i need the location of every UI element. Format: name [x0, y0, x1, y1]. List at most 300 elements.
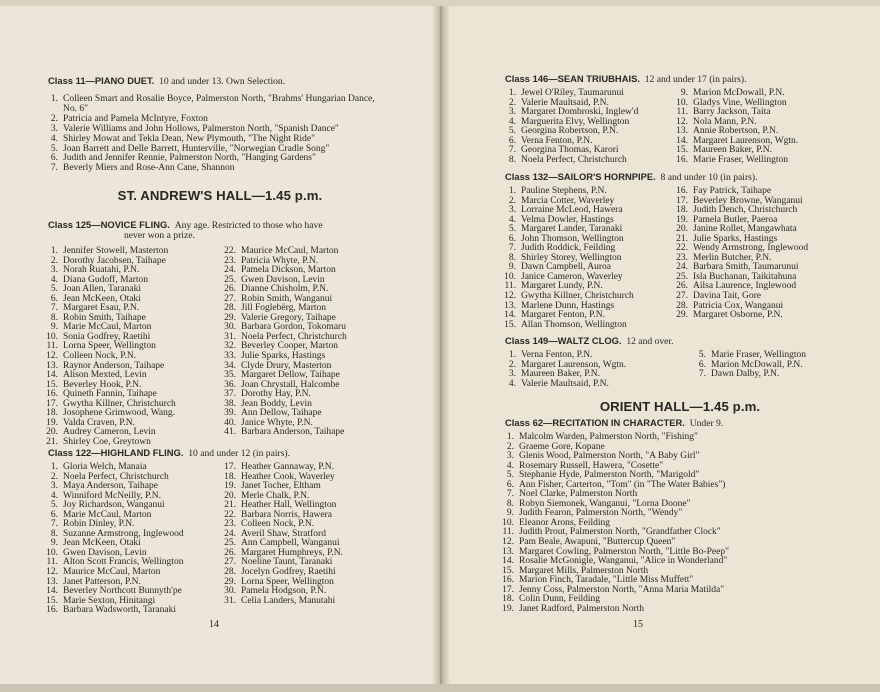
entry-number: 17. — [46, 398, 58, 409]
entry-text: Merle Chalk, P.N. — [241, 490, 310, 501]
entry-text: Joan Allen, Taranaki — [63, 284, 142, 295]
entry-text: Patricia Whyte, P.N. — [241, 255, 319, 266]
entry-text: Margaret Osborne, P.N. — [693, 310, 783, 321]
entry-number: 14. — [502, 556, 514, 567]
entry-text: Barbara Smith, Taumarunui — [693, 262, 799, 273]
entry-number: 13. — [502, 546, 514, 557]
entry-row — [42, 164, 388, 174]
entry-number: 7. — [50, 163, 58, 174]
entry-text: Jocelyn Godfrey, Raetihi — [241, 567, 336, 578]
entry-number: 22. — [676, 243, 688, 254]
entry-text: Heather Cook, Waverley — [241, 471, 335, 482]
entry-text: Josophene Grimwood, Wang. — [63, 408, 175, 419]
entry-text: Pamela Dickson, Marton — [241, 265, 336, 276]
entry-number: 40. — [224, 417, 236, 428]
entry-number: 25. — [676, 271, 688, 282]
entry-text: Pamela Hodgson, P.N. — [241, 586, 327, 597]
entry-text: Joy Richardson, Wanganui — [63, 500, 165, 511]
entry-number: 4. — [508, 214, 516, 225]
class-122-list-col1 — [42, 463, 218, 616]
entry-text: Margaret Dombroski, Inglew'd — [521, 107, 639, 118]
entry-number: 12. — [46, 351, 58, 362]
entry-text: Heather Hall, Wellington — [241, 500, 337, 511]
entry-number: 4. — [50, 490, 58, 501]
entry-number: 28. — [676, 300, 688, 311]
entry-text: Noela Perfect, Christchurch — [63, 471, 169, 482]
entry-text: Beverley Hook, P.N. — [63, 379, 142, 390]
entry-text: Allan Thomson, Wellington — [521, 319, 627, 330]
entry-row — [690, 370, 860, 380]
entry-text: Gwytha Killner, Christchurch — [521, 291, 634, 302]
entry-text: Pam Beale, Awapuni, "Buttercup Queen" — [519, 537, 676, 548]
entry-number: 38. — [224, 398, 236, 409]
entry-number: 13. — [676, 126, 688, 137]
entry-text: Valerie Williams and John Hollows, Palmerston North, "Spanish Dance" — [63, 123, 339, 134]
entry-number: 6. — [506, 479, 514, 490]
entry-text: Noela Perfect, Christchurch — [241, 331, 347, 342]
entry-text: Rosalie McGonigle, Wanganui, "Alice in Wonderland" — [519, 556, 728, 567]
entry-text: Heather Gannaway, P.N. — [241, 462, 335, 472]
entry-number: 7. — [506, 489, 514, 500]
entry-number: 18. — [502, 594, 514, 605]
entry-text: Judith Prout, Palmerston North, "Grandfather Clock" — [519, 527, 721, 538]
entry-number: 6. — [508, 233, 516, 244]
entry-text: Marie Sexton, Hinitangi — [63, 595, 156, 606]
entry-number: 6. — [50, 509, 58, 520]
entry-text: Colleen Nock, P.N. — [241, 519, 315, 530]
entry-number: 10. — [46, 547, 58, 558]
entry-number: 6. — [698, 359, 706, 370]
entry-text: Beverley Northcott Bunnyth'pe — [63, 586, 182, 597]
entry-text: Margaret Laurenson, Wgtn. — [521, 359, 627, 370]
entry-number: 8. — [508, 252, 516, 263]
entry-text: Maureen Baker, P.N. — [521, 369, 601, 380]
class-132-list-col1 — [500, 187, 676, 330]
entry-text: Janice Whyte, P.N. — [241, 417, 313, 428]
entry-text: Dawn Campbell, Auroa — [521, 262, 611, 273]
entry-text: Georgina Robertson, P.N. — [521, 126, 619, 137]
entry-number: 7. — [698, 369, 706, 380]
entry-number: 18. — [224, 471, 236, 482]
entry-text: Margaret Mills, Palmerston North — [519, 565, 649, 576]
entry-text: Pauline Stephens, P.N. — [521, 186, 607, 196]
entry-number: 2. — [508, 97, 516, 108]
entry-text: Jean McKeen, Otaki — [63, 293, 141, 304]
entry-number: 21. — [224, 500, 236, 511]
entry-number: 8. — [508, 154, 516, 165]
entry-text: Gwen Davison, Levin — [241, 274, 325, 285]
entry-number: 5. — [50, 284, 58, 295]
st-andrews-hall-heading: ST. ANDREW'S HALL—1.45 p.m. — [117, 188, 323, 203]
entry-row — [500, 380, 676, 390]
entry-row — [220, 597, 410, 607]
entry-text: Judith Roddick, Feilding — [521, 243, 616, 254]
entry-number: 3. — [508, 205, 516, 216]
class-122-heading: Class 122—HIGHLAND FLING. 10 and under 12 (in pairs). — [48, 447, 291, 459]
entry-number: 2. — [508, 359, 516, 370]
entry-number: 6. — [508, 135, 516, 146]
entry-text: Robin Smith, Taihape — [63, 312, 146, 323]
entry-number: 2. — [50, 113, 58, 124]
entry-number: 8. — [50, 312, 58, 323]
entry-text: Eleanor Arons, Feilding — [519, 517, 611, 528]
page-edge-bottom — [0, 684, 880, 692]
entry-number: 7. — [508, 145, 516, 156]
class-62-list — [498, 433, 858, 614]
entry-text: John Thomson, Wellington — [521, 233, 624, 244]
entry-text: Colleen Smart and Rosalie Boyce, Palmerston North, "Brahms' Hungarian Dance, No. 6" — [63, 94, 375, 114]
entry-text: Beverley Cooper, Marton — [241, 341, 338, 352]
class-146-heading: Class 146—SEAN TRIUBHAIS. 12 and under 17 (in pairs). — [505, 73, 747, 85]
class-122-list-col2 — [220, 463, 410, 606]
entry-number: 31. — [224, 331, 236, 342]
entry-number: 10. — [504, 271, 516, 282]
entry-number: 9. — [680, 88, 688, 98]
entry-text: Dianne Chisholm, P.N. — [241, 284, 329, 295]
entry-text: Merlin Butcher, P.N. — [693, 252, 772, 263]
entry-text: Averil Shaw, Stratford — [241, 528, 326, 539]
entry-text: Davina Tait, Gore — [693, 291, 762, 302]
entry-number: 13. — [504, 300, 516, 311]
entry-text: Margaret Fenton, P.N. — [521, 310, 605, 321]
entry-text: Wendy Armstrong, Inglewood — [693, 243, 809, 254]
entry-text: Dawn Dalby, P.N. — [711, 369, 780, 380]
entry-text: Colin Dunn, Feilding — [519, 594, 601, 605]
entry-number: 11. — [46, 557, 58, 568]
entry-number: 22. — [224, 509, 236, 520]
entry-number: 14. — [504, 310, 516, 321]
entry-number: 16. — [46, 389, 58, 400]
entry-number: 29. — [224, 312, 236, 323]
entry-text: Lorna Speer, Wellington — [241, 576, 334, 587]
entry-text: Judith Fearon, Palmerston North, "Wendy" — [519, 508, 683, 519]
entry-number: 20. — [46, 427, 58, 438]
entry-text: Gwytha Killner, Christchurch — [63, 398, 176, 409]
entry-text: Patricia Cox, Wanganui — [693, 300, 784, 311]
entry-text: Lorraine McLeod, Hawera — [521, 205, 623, 216]
entry-text: Marie McCaul, Marton — [63, 322, 152, 333]
entry-number: 36. — [224, 379, 236, 390]
entry-text: Barry Jackson, Taita — [693, 107, 771, 118]
book-gutter — [432, 0, 450, 692]
class-146-list-col1 — [500, 89, 676, 165]
entry-number: 29. — [676, 310, 688, 321]
entry-text: Maureen Baker, P.N. — [693, 145, 773, 156]
entry-number: 7. — [508, 243, 516, 254]
entry-text: Jewel O'Riley, Taumarunui — [521, 88, 624, 98]
entry-row — [220, 428, 410, 438]
entry-text: Jean McKeen, Otaki — [63, 538, 141, 549]
entry-text: Colleen Nock, P.N. — [63, 351, 137, 362]
entry-text: Fay Patrick, Taihape — [693, 186, 772, 196]
entry-number: 21. — [676, 233, 688, 244]
class-149-heading: Class 149—WALTZ CLOG. 12 and over. — [505, 335, 674, 347]
entry-number: 15. — [676, 145, 688, 156]
class-62-heading: Class 62—RECITATION IN CHARACTER. Under 9. — [505, 417, 724, 429]
entry-number: 10. — [676, 97, 688, 108]
entry-text: Marguerita Elvy, Wellington — [521, 116, 630, 127]
entry-text: Rosemary Russell, Hawera, "Cosette" — [519, 460, 664, 471]
entry-number: 12. — [676, 116, 688, 127]
entry-number: 30. — [224, 586, 236, 597]
entry-number: 3. — [508, 107, 516, 118]
entry-text: Sonia Godfrey, Raetihi — [63, 331, 151, 342]
right-page — [440, 0, 880, 692]
entry-number: 15. — [504, 319, 516, 330]
entry-text: Janice Cameron, Waverley — [521, 271, 623, 282]
entry-number: 23. — [676, 252, 688, 263]
entry-number: 5. — [50, 143, 58, 154]
entry-number: 9. — [50, 322, 58, 333]
entry-text: Judith and Jennifer Rennie, Palmerston North, "Hanging Gardens" — [63, 153, 316, 164]
entry-number: 13. — [46, 576, 58, 587]
entry-number: 35. — [224, 370, 236, 381]
entry-number: 3. — [50, 265, 58, 276]
entry-number: 20. — [224, 490, 236, 501]
entry-number: 12. — [46, 567, 58, 578]
entry-text: Janine Rollet, Mangawhata — [693, 224, 797, 235]
entry-text: Quineth Fannin, Taihape — [63, 389, 157, 400]
entry-text: Alison Mexted, Levin — [63, 370, 147, 381]
entry-text: Diana Gudoff, Marton — [63, 274, 149, 285]
entry-text: Marlene Dunn, Hastings — [521, 300, 615, 311]
entry-number: 25. — [224, 538, 236, 549]
entry-text: Janet Radford, Palmerston North — [519, 603, 645, 614]
entry-text: Audrey Cameron, Levin — [63, 427, 156, 438]
entry-row — [500, 321, 676, 331]
entry-text: Ailsa Laurence, Inglewood — [693, 281, 797, 292]
entry-number: 13. — [46, 360, 58, 371]
entry-text: Georgina Thomas, Karori — [521, 145, 619, 156]
entry-number: 11. — [504, 281, 516, 292]
class-11-heading: Class 11—PIANO DUET. 10 and under 13. Own Selection. — [48, 75, 286, 87]
entry-number: 11. — [676, 107, 688, 118]
entry-number: 14. — [676, 135, 688, 146]
entry-number: 15. — [46, 379, 58, 390]
class-125-heading: Class 125—NOVICE FLING. Any age. Restricted to those who have — [48, 219, 323, 231]
entry-text: Glenis Wood, Palmerston North, "A Baby Girl" — [519, 451, 700, 462]
entry-number: 23. — [224, 255, 236, 266]
entry-number: 1. — [50, 94, 58, 104]
entry-number: 5. — [506, 470, 514, 481]
entry-text: Marcia Cotter, Waverley — [521, 195, 615, 206]
entry-text: Noeline Taunt, Taranaki — [241, 557, 333, 568]
entry-row — [672, 311, 862, 321]
entry-text: Patricia and Pamela McIntyre, Foxton — [63, 113, 208, 124]
entry-number: 4. — [506, 460, 514, 471]
entry-text: Barbara Wadsworth, Taranaki — [63, 605, 176, 616]
entry-number: 18. — [46, 408, 58, 419]
entry-text: Gwen Davison, Levin — [63, 547, 147, 558]
entry-number: 11. — [46, 341, 58, 352]
entry-number: 26. — [224, 547, 236, 558]
entry-number: 5. — [508, 126, 516, 137]
entry-number: 8. — [506, 498, 514, 509]
entry-number: 27. — [676, 291, 688, 302]
entry-text: Margaret Humphreys, P.N. — [241, 547, 343, 558]
entry-number: 12. — [502, 537, 514, 548]
entry-number: 4. — [508, 116, 516, 127]
entry-number: 32. — [224, 341, 236, 352]
entry-text: Margaret Lander, Taranaki — [521, 224, 623, 235]
entry-number: 16. — [46, 605, 58, 616]
entry-text: Nola Mann, P.N. — [693, 116, 757, 127]
entry-row — [672, 156, 862, 166]
entry-text: Margaret Cowling, Palmerston North, "Little Bo-Peep" — [519, 546, 729, 557]
class-11-list — [42, 95, 388, 174]
entry-text: Verna Fenton, P.N. — [521, 135, 593, 146]
entry-row — [42, 606, 218, 616]
entry-text: Ann Dellow, Taihape — [241, 408, 322, 419]
entry-text: Barbara Norris, Hawera — [241, 509, 332, 520]
entry-number: 2. — [50, 255, 58, 266]
entry-number: 41. — [224, 427, 236, 438]
entry-text: Margaret Esau, P.N. — [63, 303, 140, 314]
entry-number: 9. — [50, 538, 58, 549]
entry-number: 19. — [676, 214, 688, 225]
entry-number: 19. — [502, 603, 514, 614]
entry-text: Malcolm Warden, Palmerston North, "Fishing" — [519, 432, 698, 442]
entry-text: Julie Sparks, Hastings — [693, 233, 778, 244]
entry-text: Valerie Maultsaid, P.N. — [521, 378, 609, 389]
entry-text: Marion McDowall, P.N. — [693, 88, 785, 98]
entry-number: 3. — [506, 451, 514, 462]
class-125-list-col1 — [42, 247, 218, 447]
entry-number: 2. — [508, 195, 516, 206]
entry-number: 24. — [224, 265, 236, 276]
entry-number: 24. — [676, 262, 688, 273]
entry-text: Celia Landers, Manutahi — [241, 595, 336, 606]
entry-number: 10. — [502, 517, 514, 528]
entry-text: Annie Robertson, P.N. — [693, 126, 779, 137]
entry-text: Marion Finch, Taradale, "Little Miss Muffett" — [519, 575, 694, 586]
entry-number: 34. — [224, 360, 236, 371]
entry-number: 17. — [224, 462, 236, 472]
entry-number: 4. — [50, 133, 58, 144]
entry-number: 4. — [508, 378, 516, 389]
entry-number: 6. — [50, 153, 58, 164]
entry-text: Stephanie Hyde, Palmerston North, "Marigold" — [519, 470, 700, 481]
entry-text: Marie Fraser, Wellington — [711, 350, 806, 360]
entry-text: Dorothy Jacobsen, Taihape — [63, 255, 166, 266]
entry-number: 5. — [508, 224, 516, 235]
entry-number: 9. — [508, 262, 516, 273]
entry-text: Valda Craven, P.N. — [63, 417, 136, 428]
entry-text: Valerie Gregory, Taihape — [241, 312, 336, 323]
entry-number: 11. — [502, 527, 514, 538]
entry-number: 21. — [46, 436, 58, 447]
class-149-list-col2 — [690, 351, 860, 380]
entry-number: 37. — [224, 389, 236, 400]
entry-text: Gloria Welch, Manaia — [63, 462, 147, 472]
entry-number: 28. — [224, 567, 236, 578]
entry-text: Maurice McCaul, Marton — [241, 246, 339, 256]
entry-number: 16. — [676, 186, 688, 196]
entry-text: Margaret Lundy, P.N. — [521, 281, 603, 292]
entry-text: Graeme Gore, Kopane — [519, 441, 605, 452]
page-number-right: 15 — [633, 619, 643, 630]
entry-text: Maurice McCaul, Marton — [63, 567, 161, 578]
entry-text: Jill Foglebërg, Marton — [241, 303, 327, 314]
entry-number: 33. — [224, 351, 236, 362]
entry-number: 10. — [46, 331, 58, 342]
entry-number: 15. — [46, 595, 58, 606]
entry-text: Robyn Siemonek, Wanganui, "Lorna Doone" — [519, 498, 691, 509]
entry-text: Joan Barrett and Delle Barrett, Hunterville, "Norwegian Cradle Song" — [63, 143, 330, 154]
entry-number: 4. — [50, 274, 58, 285]
entry-number: 1. — [50, 462, 58, 472]
class-125-list-col2 — [220, 247, 410, 438]
entry-text: Verna Fenton, P.N. — [521, 350, 593, 360]
entry-number: 27. — [224, 293, 236, 304]
entry-text: Winniford McNeilly, P.N. — [63, 490, 161, 501]
entry-text: Beverley Browne, Wanganui — [693, 195, 803, 206]
entry-text: Beverly Miers and Rose-Ann Cane, Shannon — [63, 163, 235, 174]
entry-number: 7. — [50, 303, 58, 314]
entry-row — [498, 605, 858, 615]
entry-text: Gladys Vine, Wellington — [693, 97, 787, 108]
entry-number: 1. — [50, 246, 58, 256]
entry-number: 29. — [224, 576, 236, 587]
entry-number: 14. — [46, 370, 58, 381]
entry-number: 1. — [508, 88, 516, 98]
entry-number: 2. — [50, 471, 58, 482]
entry-number: 7. — [50, 519, 58, 530]
entry-text: Valerie Maultsaid, P.N. — [521, 97, 609, 108]
entry-text: Jennifer Stowell, Masterton — [63, 246, 169, 256]
entry-number: 2. — [506, 441, 514, 452]
entry-text: Margaret Dellow, Taihape — [241, 370, 340, 381]
entry-text: Barbara Gordon, Tokomaru — [241, 322, 346, 333]
entry-number: 3. — [508, 369, 516, 380]
entry-text: Jenny Coss, Palmerston North, "Anna Maria Matilda" — [519, 584, 725, 595]
entry-text: Shirley Mowat and Tekla Dean, New Plymouth, "The Night Ride" — [63, 133, 316, 144]
entry-number: 25. — [224, 274, 236, 285]
entry-number: 5. — [50, 500, 58, 511]
entry-text: Jean Boddy, Levin — [241, 398, 312, 409]
entry-text: Velma Dowler, Hastings — [521, 214, 614, 225]
entry-text: Maya Anderson, Taihape — [63, 481, 158, 492]
entry-number: 18. — [676, 205, 688, 216]
entry-number: 1. — [506, 432, 514, 442]
entry-text: Ann Fisher, Carterton, "Tom" (in "The Water Babies") — [519, 479, 726, 490]
entry-row — [500, 156, 676, 166]
entry-number: 15. — [502, 565, 514, 576]
entry-number: 16. — [502, 575, 514, 586]
entry-number: 19. — [46, 417, 58, 428]
entry-text: Marie Fraser, Wellington — [693, 154, 788, 165]
entry-number: 20. — [676, 224, 688, 235]
entry-number: 3. — [50, 123, 58, 134]
page-edge-top — [0, 0, 880, 6]
entry-text: Clyde Drury, Masterton — [241, 360, 332, 371]
entry-number: 30. — [224, 322, 236, 333]
entry-text: Noela Perfect, Christchurch — [521, 154, 627, 165]
entry-number: 16. — [676, 154, 688, 165]
entry-number: 39. — [224, 408, 236, 419]
entry-number: 14. — [46, 586, 58, 597]
entry-number: 22. — [224, 246, 236, 256]
class-146-list-col2 — [672, 89, 862, 165]
entry-row — [42, 95, 388, 115]
entry-text: Joan Chrystall, Halcombe — [241, 379, 340, 390]
entry-number: 12. — [504, 291, 516, 302]
entry-text: Margaret Laurenson, Wgtn. — [693, 135, 799, 146]
entry-number: 8. — [50, 528, 58, 539]
entry-number: 31. — [224, 595, 236, 606]
entry-text: Judith Dench, Christchurch — [693, 205, 798, 216]
entry-text: Marie McCaul, Marton — [63, 509, 152, 520]
